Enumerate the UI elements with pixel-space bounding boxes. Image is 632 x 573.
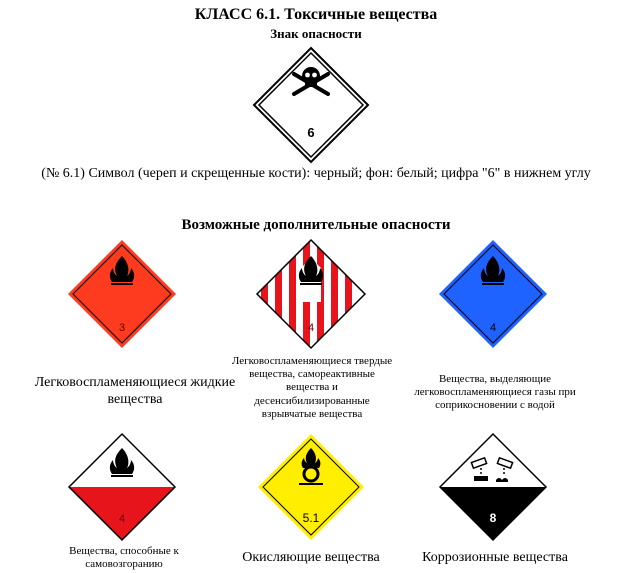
class-number: 4 bbox=[118, 513, 126, 525]
class-number: 5.1 bbox=[302, 511, 320, 525]
class-number: 8 bbox=[489, 511, 497, 525]
page-subtitle: Знак опасности bbox=[270, 26, 362, 41]
sign-caption: Окисляющие вещества bbox=[242, 550, 380, 565]
flammable-solid-sign bbox=[255, 238, 367, 350]
sign-caption: Коррозионные вещества bbox=[422, 550, 568, 565]
sign-caption: Легковоспламеняющиеся твердые вещества, самореактивные вещества и десенсибилизированные взрывчатые вещества bbox=[231, 355, 393, 420]
dangerous-when-wet-sign bbox=[437, 238, 549, 350]
class-number: 4 bbox=[307, 322, 315, 334]
class-number: 4 bbox=[489, 322, 497, 334]
oxidizer-sign bbox=[256, 432, 366, 542]
corrosive-sign bbox=[438, 432, 548, 542]
sign-caption: Вещества, выделяющие легковоспламеняющиеся газы при соприкосновении с водой bbox=[414, 373, 576, 412]
spontaneously-combustible-sign bbox=[67, 432, 177, 542]
class-number: 3 bbox=[118, 322, 126, 334]
section-title: Возможные дополнительные опасности bbox=[181, 217, 451, 233]
page-title: КЛАСС 6.1. Токсичные вещества bbox=[194, 6, 438, 23]
class-number: 6 bbox=[307, 125, 315, 140]
toxic-hazard-sign bbox=[252, 46, 370, 164]
sign-caption: Легковоспламеняющиеся жидкие вещества bbox=[34, 375, 236, 407]
sign-caption: Вещества, способные к самовозгоранию bbox=[69, 545, 179, 571]
sign-description: (№ 6.1) Символ (череп и скрещенные кости): черный; фон: белый; цифра "6" в нижнем углу bbox=[41, 166, 591, 181]
flammable-liquid-sign bbox=[66, 238, 178, 350]
